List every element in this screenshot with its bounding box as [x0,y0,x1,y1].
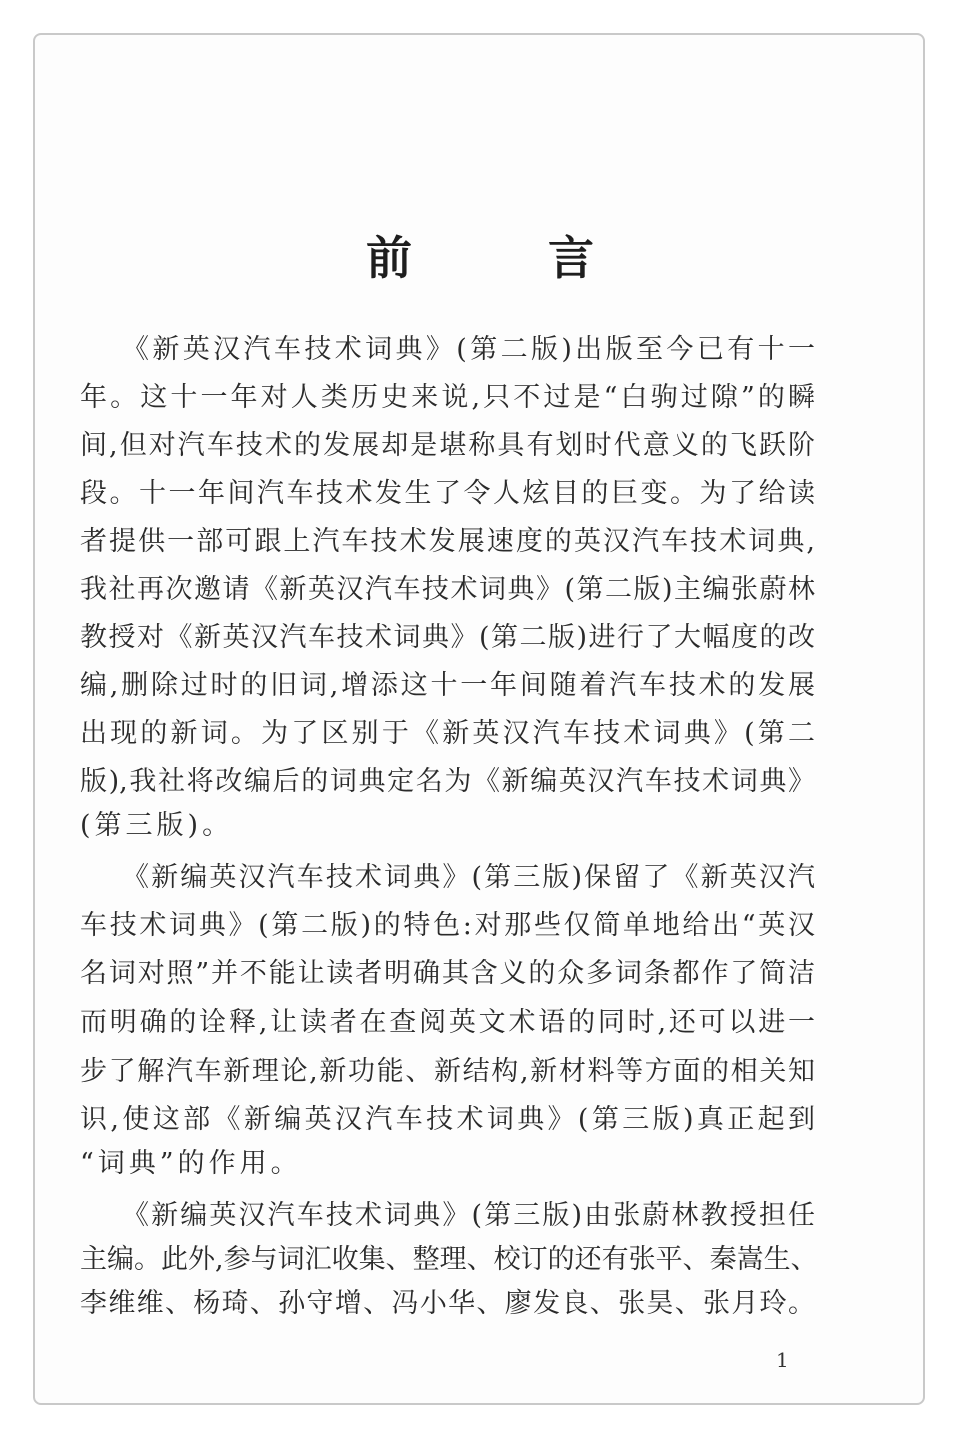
text-line: 名词对照”并不能让读者明确其含义的众多词条都作了简洁 [80,958,815,989]
page-title: 前 言 [365,231,654,285]
page-number: 1 [776,1348,789,1372]
text-line: 步了解汽车新理论,新功能、新结构,新材料等方面的相关知 [80,1056,815,1087]
text-line: 主编。此外,参与词汇收集、整理、校订的还有张平、秦嵩生、 [80,1244,818,1275]
text-line: 《新英汉汽车技术词典》(第二版)出版至今已有十一 [122,334,815,365]
text-line: 我社再次邀请《新英汉汽车技术词典》(第二版)主编张蔚林 [80,574,815,605]
text-line: 教授对《新英汉汽车技术词典》(第二版)进行了大幅度的改 [80,622,815,653]
text-line: 车技术词典》(第二版)的特色:对那些仅简单地给出“英汉 [80,910,815,941]
text-line: 间,但对汽车技术的发展却是堪称具有划时代意义的飞跃阶 [80,430,815,461]
text-line: 《新编英汉汽车技术词典》(第三版)保留了《新英汉汽 [122,862,815,893]
text-line: “词典”的作用。 [80,1148,302,1179]
text-line: 识,使这部《新编英汉汽车技术词典》(第三版)真正起到 [80,1104,815,1135]
text-line: 而明确的诠释,让读者在查阅英文术语的同时,还可以进一 [80,1007,815,1038]
text-line: 出现的新词。为了区别于《新英汉汽车技术词典》(第二 [80,718,815,749]
text-line: 版),我社将改编后的词典定名为《新编英汉汽车技术词典》 [80,766,815,797]
text-line: 者提供一部可跟上汽车技术发展速度的英汉汽车技术词典, [80,526,815,557]
text-line: 编,删除过时的旧词,增添这十一年间随着汽车技术的发展 [80,670,815,701]
text-line: 段。十一年间汽车技术发生了令人炫目的巨变。为了给读 [80,478,815,509]
text-line: 《新编英汉汽车技术词典》(第三版)由张蔚林教授担任 [122,1200,815,1231]
text-line: 李维维、杨琦、孙守增、冯小华、廖发良、张昊、张月玲。 [80,1288,815,1319]
text-line: 年。这十一年对人类历史来说,只不过是“白驹过隙”的瞬 [80,382,815,413]
text-line: (第三版)。 [80,810,234,841]
